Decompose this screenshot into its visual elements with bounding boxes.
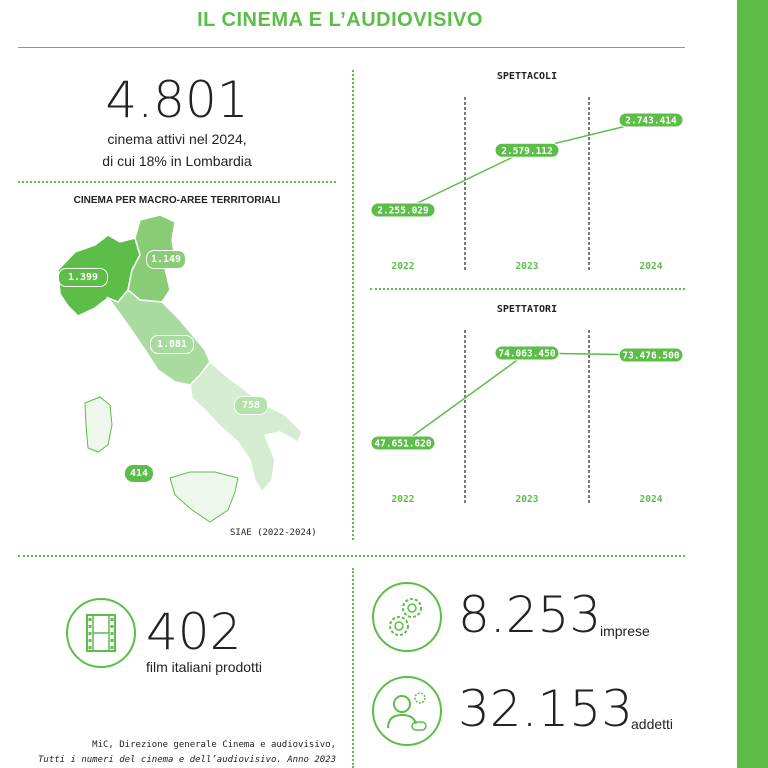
footer-line2: Tutti i numeri del cinema e dell’audiovisivo. Anno 2023 <box>37 755 336 765</box>
data-label: 2.743.414 <box>625 115 677 127</box>
x-tick-label: 2024 <box>639 261 663 272</box>
data-label: 47.651.620 <box>374 438 432 450</box>
bottom-section-divider <box>18 555 685 557</box>
map-label-sud: 758 <box>234 396 268 415</box>
cinema-caption-line1: cinema attivi nel 2024, <box>107 131 247 147</box>
footer-line1: MiC, Direzione generale Cinema e audiovisivo, <box>92 740 336 750</box>
companies-count: 8.253 <box>458 586 602 644</box>
map-label-nord-est: 1.149 <box>146 250 186 269</box>
films-caption: film italiani prodotti <box>146 659 262 675</box>
series-line <box>403 353 651 443</box>
data-label: 2.579.112 <box>501 145 553 157</box>
x-tick-label: 2022 <box>391 494 415 505</box>
series-line <box>403 120 651 210</box>
chart-title: SPETTATORI <box>496 304 558 315</box>
employees-unit: addetti <box>631 716 674 732</box>
title-divider <box>18 47 685 48</box>
person-gear-icon <box>372 676 442 746</box>
cinema-caption-line2: di cui 18% in Lombardia <box>102 153 252 169</box>
x-tick-label: 2023 <box>515 261 539 272</box>
chart-spettatori <box>360 293 700 513</box>
companies-unit: imprese <box>600 623 650 639</box>
x-tick-label: 2023 <box>515 494 539 505</box>
vertical-divider-top <box>352 70 354 540</box>
x-tick-label: 2024 <box>639 494 663 505</box>
gears-icon <box>372 582 442 652</box>
region-sardegna <box>85 397 112 452</box>
cinema-count: 4.801 <box>105 71 249 129</box>
italy-map <box>40 210 340 530</box>
footer-source <box>18 738 336 768</box>
films-count: 402 <box>146 603 242 661</box>
map-label-isole: 414 <box>125 465 153 482</box>
map-label-nord-ovest: 1.399 <box>58 268 108 287</box>
region-sicilia <box>170 472 238 522</box>
data-label: 73.476.500 <box>622 350 680 362</box>
map-source: SIAE (2022-2024) <box>230 528 317 538</box>
cinema-caption <box>18 128 336 172</box>
chart-divider <box>370 288 685 290</box>
chart-title: SPETTACOLI <box>496 71 558 82</box>
data-label: 2.255.029 <box>377 205 429 217</box>
vertical-divider-bottom <box>352 568 354 768</box>
side-accent-bar <box>737 0 768 768</box>
map-label-centro: 1.081 <box>150 335 194 354</box>
x-tick-label: 2022 <box>391 261 415 272</box>
employees-count: 32.153 <box>458 680 633 738</box>
film-strip-icon <box>66 598 136 668</box>
map-heading: CINEMA PER MACRO-AREE TERRITORIALI <box>73 195 281 206</box>
page-title: IL CINEMA E L’AUDIOVISIVO <box>197 9 483 31</box>
chart-spettacoli <box>360 60 700 280</box>
data-label: 74.063.450 <box>498 348 556 360</box>
left-divider <box>18 181 336 183</box>
